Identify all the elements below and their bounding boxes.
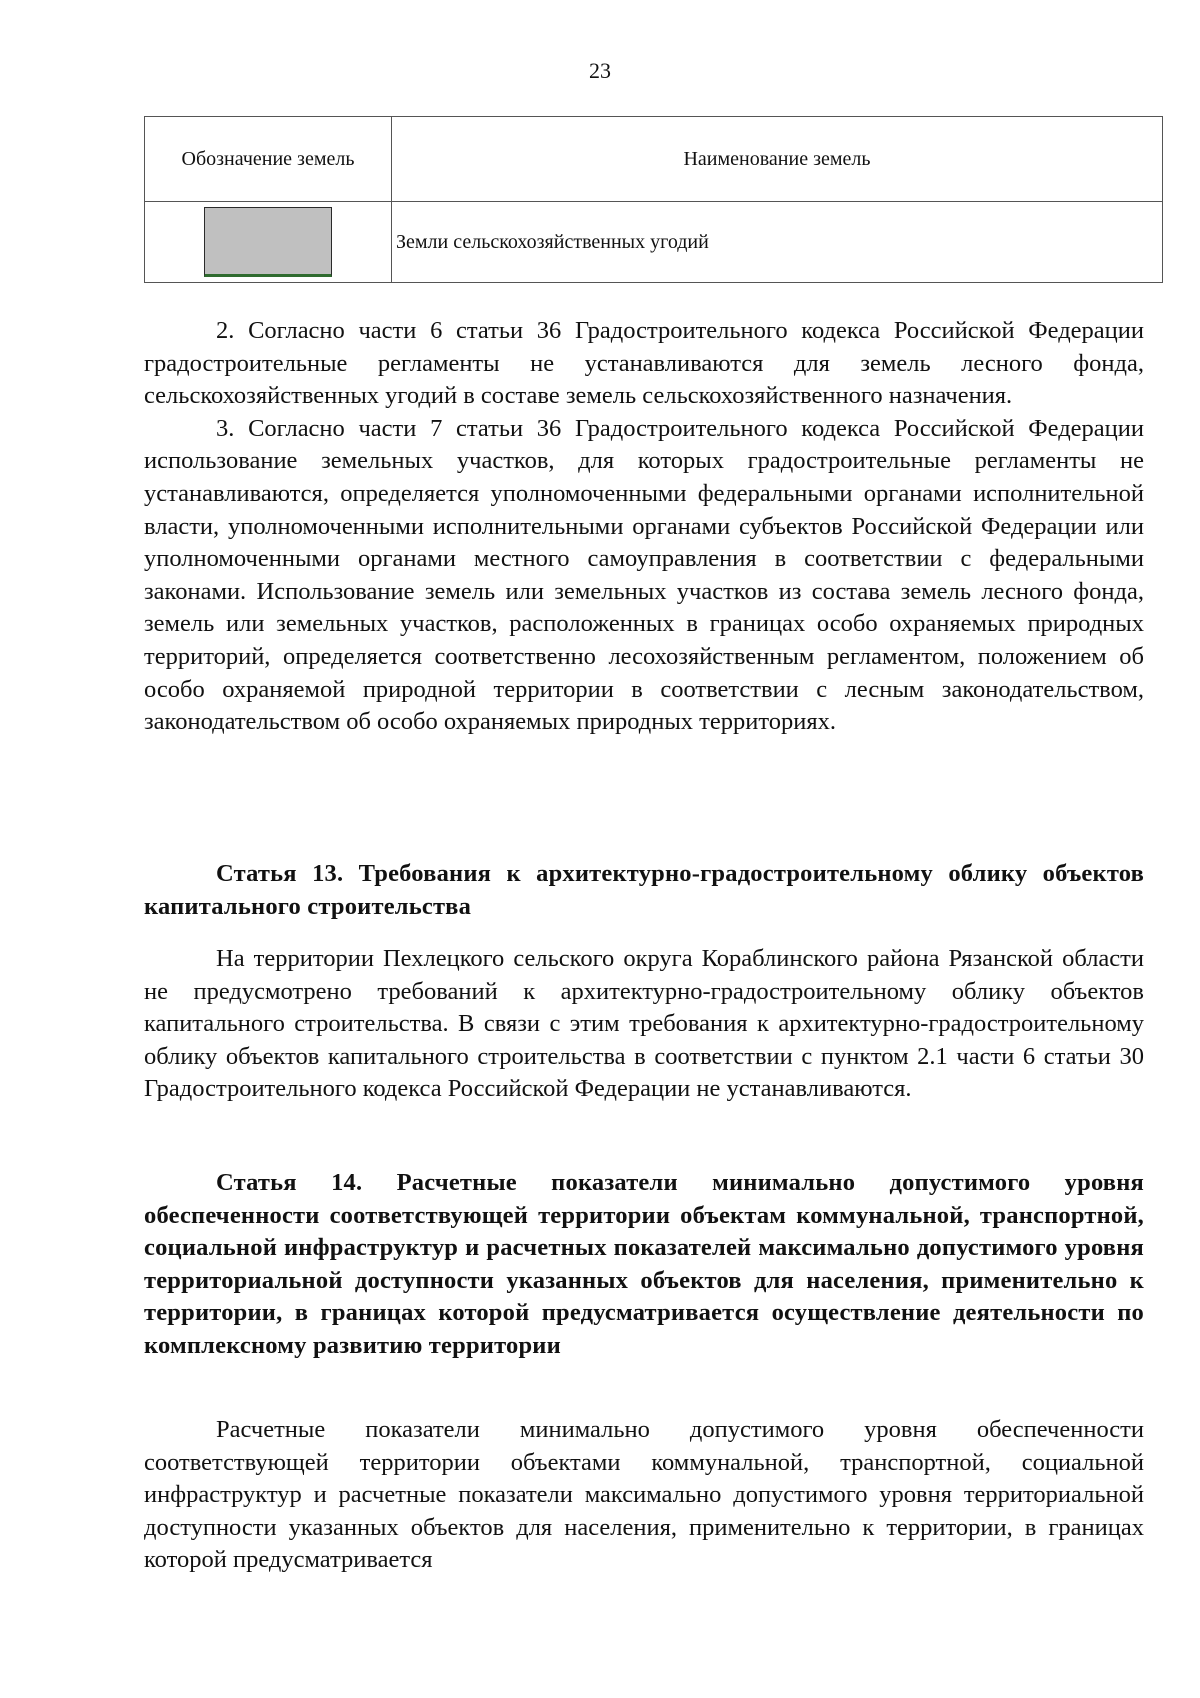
page-number: 23 — [589, 58, 611, 83]
land-legend-table — [144, 116, 1163, 283]
header-land-designation: Обозначение земель — [145, 117, 392, 202]
article-13-heading: Статья 13. Требования к архитектурно-градостроительному облику объектов капитального строительства — [144, 860, 1144, 920]
agricultural-land-swatch — [204, 207, 332, 277]
land-swatch-cell — [145, 202, 392, 283]
article-13 — [144, 858, 1144, 923]
paragraph-3: 3. Согласно части 7 статьи 36 Градостроительного кодекса Российской Федерации использование земельных участков, для которых градостроительные регламенты не устанавливаются, определяется уполномоченными федеральными органами исполнительной власти, уполномоченными исполнительными органами субъектов Российской Федерации или уполномоченными органами местного самоуправления в соответствии с федеральными законами. Использование земель или земельных участков из состава земель лесного фонда, земель или земельных участков, расположенных в границах особо охраняемых природных территорий, определяется соответственно лесохозяйственным регламентом, положением об особо охраняемой природной территории в соответствии с лесным законодательством, законодательством об особо охраняемых природных территориях. — [144, 414, 1144, 736]
article-14 — [144, 1167, 1144, 1363]
section-paragraphs — [144, 315, 1144, 739]
article-14-body — [144, 1414, 1144, 1577]
paragraph-2: 2. Согласно части 6 статьи 36 Градостроительного кодекса Российской Федерации градостроительные регламенты не устанавливаются для земель лесного фонда, сельскохозяйственных угодий в составе земель сельскохозяйственного назначения. — [144, 317, 1144, 410]
table-row — [145, 202, 1163, 283]
header-land-name: Наименование земель — [392, 117, 1163, 202]
article-14-heading: Статья 14. Расчетные показатели минимально допустимого уровня обеспеченности соответствующей территории объектам коммунальной, транспортной, социальной инфраструктур и расчетных показателей максимально допустимого уровня территориальной доступности указанных объектов для населения, применительно к территории, в границах которой предусматривается осуществление деятельности по комплексному развитию территории — [144, 1169, 1144, 1359]
article-13-body — [144, 943, 1144, 1106]
article-14-text: Расчетные показатели минимально допустимого уровня обеспеченности соответствующей территории объектами коммунальной, транспортной, социальной инфраструктур и расчетные показатели максимально допустимого уровня территориальной доступности указанных объектов для населения, применительно к территории, в границах которой предусматривается — [144, 1416, 1144, 1574]
land-name-cell: Земли сельскохозяйственных угодий — [392, 202, 1163, 283]
table-header-row — [145, 117, 1163, 202]
article-13-text: На территории Пехлецкого сельского округа Кораблинского района Рязанской области не предусмотрено требований к архитектурно-градостроительному облику объектов капитального строительства. В связи с этим требования к архитектурно-градостроительному облику объектов капитального строительства в соответствии с пунктом 2.1 части 6 статьи 30 Градостроительного кодекса Российской Федерации не устанавливаются. — [144, 945, 1144, 1103]
